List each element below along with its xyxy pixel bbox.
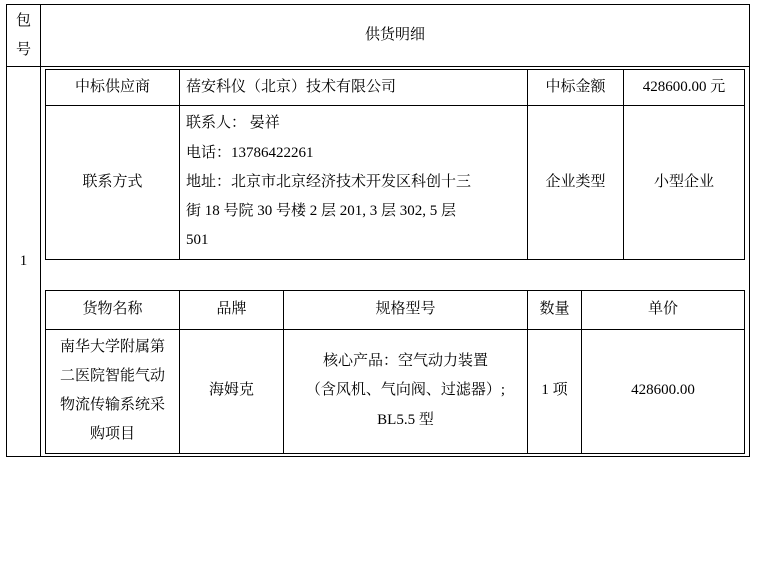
goods-column-name: 货物名称: [46, 290, 180, 329]
goods-spec-cell: [284, 329, 528, 453]
table-row: [46, 329, 745, 453]
goods-name-cell: [46, 329, 180, 453]
contact-label: 联系方式: [46, 106, 180, 259]
goods-name-line-3: 物流传输系统采: [59, 397, 165, 413]
table-header-row: [7, 5, 750, 67]
supply-detail-document: [0, 4, 760, 569]
goods-table: [45, 290, 745, 454]
contact-address-line-2: 街 18 号院 30 号楼 2 层 201, 3 层 302, 5 层: [186, 203, 457, 219]
supplier-row: [46, 70, 745, 106]
contact-row: [46, 106, 745, 259]
goods-column-unit-price: 单价: [582, 290, 745, 329]
section-spacer: [45, 260, 745, 290]
goods-quantity-cell: 1 项: [528, 329, 582, 453]
goods-spec-line-2: （含风机、气向阀、过滤器）;: [305, 382, 506, 399]
goods-name-line-1: 南华大学附属第: [59, 338, 165, 355]
supply-detail-title: 供货明细: [41, 5, 750, 67]
goods-column-spec: 规格型号: [284, 290, 528, 329]
contact-phone: 电话：13786422261: [186, 144, 314, 161]
supplier-label: 中标供应商: [46, 70, 180, 106]
goods-spec-line-1: 核心产品：空气动力装置: [322, 353, 488, 370]
supplier-name: 蓓安科仪（北京）技术有限公司: [180, 70, 528, 106]
contact-address-line-1: 地址：北京市北京经济技术开发区科创十三: [186, 173, 472, 190]
goods-spec-line-3: BL5.5 型: [377, 411, 434, 428]
supplier-info-table: [45, 69, 745, 260]
package-body-row: [7, 67, 750, 457]
goods-header-row: [46, 290, 745, 329]
contact-address-line-3: 501: [186, 232, 209, 249]
supply-detail-table: [6, 4, 750, 457]
goods-column-quantity: 数量: [528, 290, 582, 329]
package-number-header: 包号: [7, 5, 41, 67]
enterprise-type-value: 小型企业: [624, 106, 745, 259]
goods-column-brand: 品牌: [180, 290, 284, 329]
goods-unit-price-cell: 428600.00: [582, 329, 745, 453]
contact-details: [180, 106, 528, 259]
goods-name-line-4: 购项目: [89, 426, 135, 443]
goods-name-line-2: 二医院智能气动: [59, 367, 165, 384]
goods-brand-cell: 海姆克: [180, 329, 284, 453]
bid-amount-label: 中标金额: [528, 70, 624, 106]
contact-person: 联系人： 晏祥: [186, 115, 280, 132]
package-detail-container: [41, 67, 750, 457]
enterprise-type-label: 企业类型: [528, 106, 624, 259]
bid-amount-value: 428600.00 元: [624, 70, 745, 106]
package-number-value: 1: [7, 67, 41, 457]
